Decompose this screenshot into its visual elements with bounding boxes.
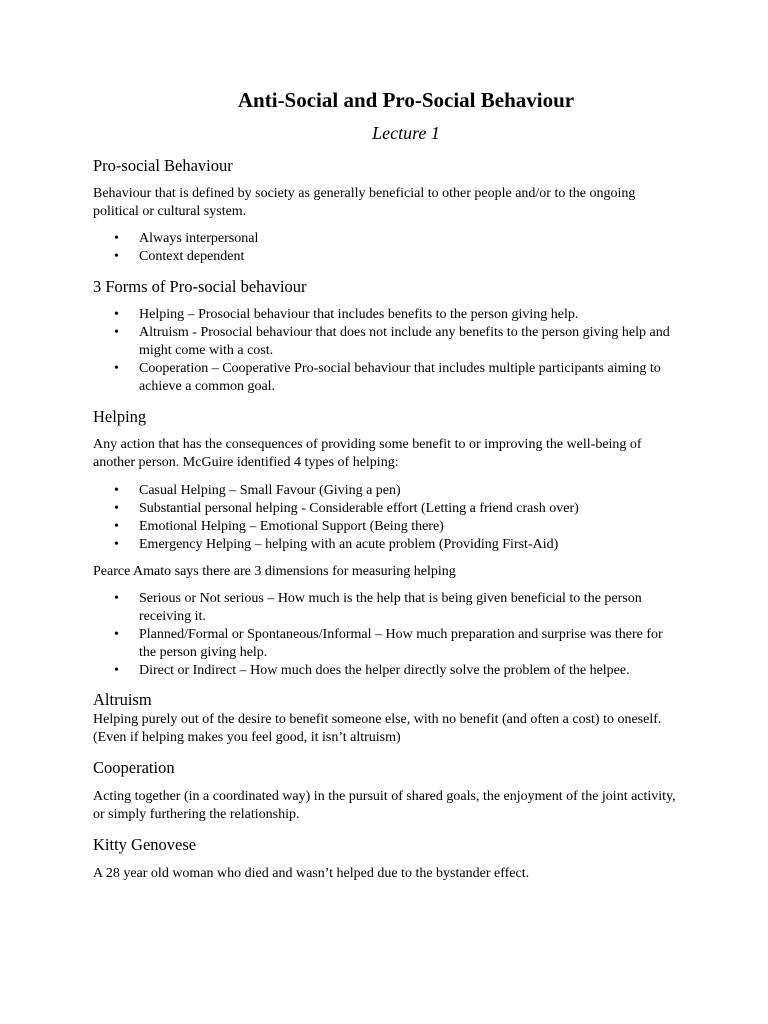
- list-item-text: Altruism - Prosocial behaviour that does not include any benefits to the person giving help and might come with a cost.: [139, 325, 670, 358]
- list-item-text: Serious or Not serious – How much is the help that is being given beneficial to the person receiving it.: [139, 591, 642, 624]
- section-paragraph-prosocial: Behaviour that is defined by society as generally beneficial to other people and/or to the ongoing political or cultural system.: [93, 186, 636, 219]
- list-item: [93, 248, 683, 266]
- list-item-text: Casual Helping – Small Favour (Giving a pen): [139, 483, 401, 498]
- bullet-icon: •: [114, 325, 119, 340]
- list-item: [93, 518, 683, 536]
- section-heading-prosocial: Pro-social Behaviour: [93, 156, 233, 175]
- document-title: Anti-Social and Pro-Social Behaviour: [237, 88, 575, 112]
- list-item: [93, 662, 683, 680]
- bullet-icon: •: [114, 627, 119, 642]
- list-item-text: Emergency Helping – helping with an acute problem (Providing First-Aid): [139, 537, 559, 552]
- bullet-icon: •: [114, 663, 119, 678]
- bullet-icon: •: [114, 249, 119, 264]
- section-heading-cooperation: Cooperation: [93, 758, 175, 777]
- list-item-text: Context dependent: [139, 249, 245, 264]
- list-item-text: Substantial personal helping - Considerable effort (Letting a friend crash over): [139, 501, 579, 516]
- list-item-text: Always interpersonal: [139, 231, 259, 246]
- list-item: [93, 324, 683, 360]
- list-item: [93, 536, 683, 554]
- bullet-list-prosocial: [93, 230, 683, 266]
- document-subtitle: Lecture 1: [372, 123, 440, 143]
- section-paragraph-amato: Pearce Amato says there are 3 dimensions for measuring helping: [93, 564, 456, 579]
- bullet-icon: •: [114, 537, 119, 552]
- list-item: [93, 482, 683, 500]
- bullet-icon: •: [114, 307, 119, 322]
- bullet-icon: •: [114, 231, 119, 246]
- bullet-list-helping-types: [93, 482, 683, 554]
- bullet-icon: •: [114, 501, 119, 516]
- bullet-icon: •: [114, 361, 119, 376]
- section-heading-kitty-genovese: Kitty Genovese: [93, 835, 197, 854]
- list-item-text: Emotional Helping – Emotional Support (Being there): [139, 519, 444, 534]
- document-body: [93, 88, 683, 883]
- list-item: [93, 590, 683, 626]
- list-item: [93, 306, 683, 324]
- list-item-text: Direct or Indirect – How much does the helper directly solve the problem of the helpee.: [139, 663, 630, 678]
- list-item: [93, 230, 683, 248]
- section-heading-forms: 3 Forms of Pro-social behaviour: [93, 277, 307, 296]
- bullet-list-forms: [93, 306, 683, 396]
- list-item-text: Planned/Formal or Spontaneous/Informal – How much preparation and surprise was there for the person giving help.: [139, 627, 663, 660]
- section-paragraph-cooperation: Acting together (in a coordinated way) in the pursuit of shared goals, the enjoyment of the joint activity, or simply furthering the relationship.: [93, 789, 676, 822]
- list-item: [93, 360, 683, 396]
- section-paragraph-kitty-genovese: A 28 year old woman who died and wasn’t helped due to the bystander effect.: [93, 866, 530, 881]
- list-item: [93, 500, 683, 518]
- bullet-icon: •: [114, 519, 119, 534]
- bullet-icon: •: [114, 591, 119, 606]
- list-item-text: Helping – Prosocial behaviour that includes benefits to the person giving help.: [139, 307, 579, 322]
- section-paragraph-helping: Any action that has the consequences of providing some benefit to or improving the well-being of another person. McGuire identified 4 types of helping:: [93, 437, 642, 470]
- section-paragraph-altruism: Helping purely out of the desire to benefit someone else, with no benefit (and often a cost) to oneself. (Even if helping makes you feel good, it isn’t altruism): [93, 712, 662, 745]
- list-item: [93, 626, 683, 662]
- section-heading-helping: Helping: [93, 407, 147, 426]
- list-item-text: Cooperation – Cooperative Pro-social behaviour that includes multiple participants aiming to achieve a common goal.: [139, 361, 661, 394]
- bullet-list-helping-dimensions: [93, 590, 683, 680]
- bullet-icon: •: [114, 483, 119, 498]
- section-heading-altruism: Altruism: [93, 690, 152, 709]
